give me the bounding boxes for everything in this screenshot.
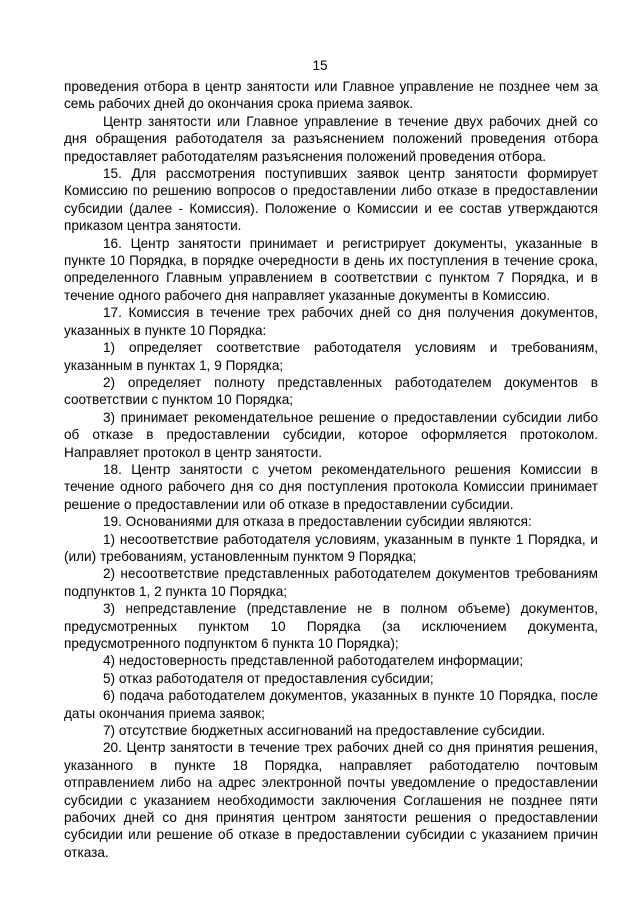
paragraph: 18. Центр занятости с учетом рекомендательного решения Комиссии в течение одного рабочего дня со дня поступления протокола Комиссии принимает решение о предоставлении или об отказе в предоставлении субсидии. xyxy=(64,461,598,512)
paragraph: 3) принимает рекомендательное решение о предоставлении субсидии либо об отказе в предоставлении субсидии, которое оформляется протоколом. Направляет протокол в центр занятости. xyxy=(64,409,598,460)
document-body xyxy=(64,78,598,861)
paragraph: 3) непредставление (представление не в полном объеме) документов, предусмотренных пунктом 10 Порядка (за исключением документа, предусмотренного подпунктом 6 пункта 10 Порядка); xyxy=(64,601,598,651)
paragraph: Центр занятости или Главное управление в течение двух рабочих дней со дня обращения работодателя за разъяснением положений проведения отбора предоставляет работодателям разъяснения положений проведения отбора. xyxy=(64,113,598,164)
paragraph: 16. Центр занятости принимает и регистрирует документы, указанные в пункте 10 Порядка, в порядке очередности в день их поступления в течение срока, определенного Главным управлением в соответствии с пунктом 7 Порядка, и в течение одного рабочего дня направляет указанные документы в Комиссию. xyxy=(64,235,598,303)
paragraph: 5) отказ работодателя от предоставления субсидии; xyxy=(103,670,434,686)
paragraph: 6) подача работодателем документов, указанных в пункте 10 Порядка, после даты окончания приема заявок; xyxy=(64,688,598,721)
paragraph: 20. Центр занятости в течение трех рабочих дней со дня принятия решения, указанного в пункте 18 Порядка, направляет работодателю почтовым отправлением либо на адрес электронной почты уведомление о предоставлении субсидии с указанием необходимости заключения Соглашения не позднее пяти рабочих дней со дня принятия центром занятости решения о предоставлении субсидии или решение об отказе в предоставлении субсидии с указанием причин отказа. xyxy=(64,740,598,860)
paragraph: 1) определяет соответствие работодателя условиям и требованиям, указанным в пунктах 1, 9 Порядка; xyxy=(64,340,598,373)
paragraph: 2) несоответствие представленных работодателем документов требованиям подпунктов 1, 2 пункта 10 Порядка; xyxy=(64,566,598,599)
paragraph: 1) несоответствие работодателя условиям, указанным в пункте 1 Порядка, и (или) требованиям, установленным пунктом 9 Порядка; xyxy=(64,531,598,564)
paragraph: 2) определяет полноту представленных работодателем документов в соответствии с пунктом 10 Порядка; xyxy=(64,374,598,408)
paragraph: 17. Комиссия в течение трех рабочих дней со дня получения документов, указанных в пункте 10 Порядка: xyxy=(64,305,598,338)
paragraph: проведения отбора в центр занятости или Главное управление не позднее чем за семь рабочих дней до окончания срока приема заявок. xyxy=(64,79,598,112)
page-number: 15 xyxy=(312,58,328,73)
paragraph: 19. Основаниями для отказа в предоставлении субсидии являются: xyxy=(103,514,532,530)
paragraph: 15. Для рассмотрения поступивших заявок центр занятости формирует Комиссию по решению вопросов о предоставлении либо отказе в предоставлении субсидии (далее - Комиссия). Положение о Комиссии и ее состав утверждаются приказом центра занятости. xyxy=(64,166,598,234)
paragraph: 4) недостоверность представленной работодателем информации; xyxy=(103,653,524,669)
paragraph: 7) отсутствие бюджетных ассигнований на предоставление субсидии. xyxy=(103,723,546,739)
